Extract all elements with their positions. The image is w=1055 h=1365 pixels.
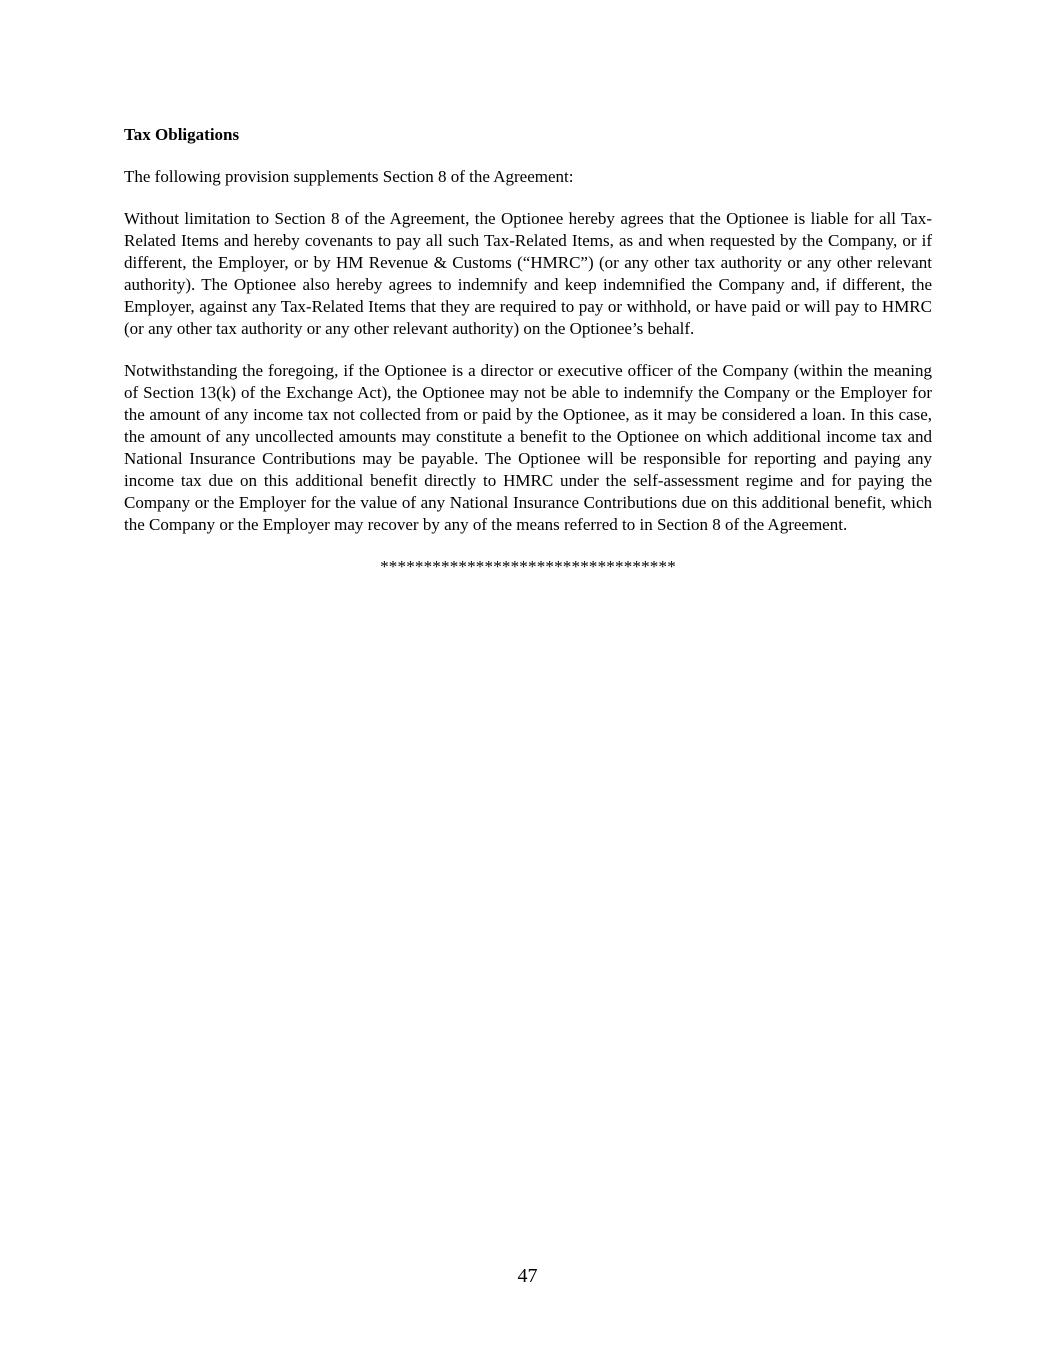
- document-page: [124, 124, 932, 578]
- intro-paragraph: The following provision supplements Section 8 of the Agreement:: [124, 167, 574, 186]
- section-heading: Tax Obligations: [124, 125, 240, 144]
- page-number: 47: [517, 1265, 538, 1287]
- director-paragraph: Notwithstanding the foregoing, if the Optionee is a director or executive officer of the Company (within the meaning of Section 13(k) of the Exchange Act), the Optionee may not be able to indemnify the Company or the Employer for the amount of any income tax not collected from or paid by the Optionee, as it may be considered a loan. In this case, the amount of any uncollected amounts may constitute a benefit to the Optionee on which additional income tax and National Insurance Contributions may be payable. The Optionee will be responsible for reporting and paying any income tax due on this additional benefit directly to HMRC under the self-assessment regime and for paying the Company or the Employer for the value of any National Insurance Contributions due on this additional benefit, which the Company or the Employer may recover by any of the means referred to in Section 8 of the Agreement.: [124, 361, 932, 534]
- end-separator: **********************************: [380, 557, 676, 576]
- liability-paragraph: Without limitation to Section 8 of the Agreement, the Optionee hereby agrees that the Optionee is liable for all Tax-Related Items and hereby covenants to pay all such Tax-Related Items, as and when requested by the Company, or if different, the Employer, or by HM Revenue & Customs (“HMRC”) (or any other tax authority or any other relevant authority). The Optionee also hereby agrees to indemnify and keep indemnified the Company and, if different, the Employer, against any Tax-Related Items that they are required to pay or withhold, or have paid or will pay to HMRC (or any other tax authority or any other relevant authority) on the Optionee’s behalf.: [124, 209, 932, 338]
